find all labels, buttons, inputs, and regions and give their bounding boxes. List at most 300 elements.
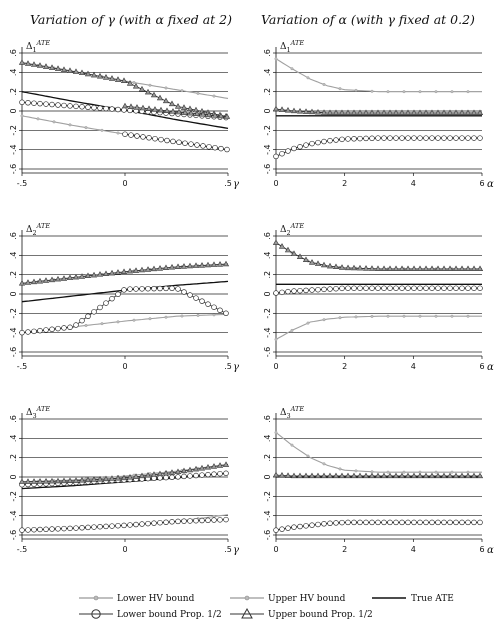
x-axis-symbol: γ (233, 545, 239, 556)
y-tick-label: .4 (9, 68, 18, 77)
y-tick-label: .6 (9, 232, 18, 240)
point-lower-bound-prop-1-2 (286, 149, 291, 154)
point-lower-bound-prop-1-2 (92, 525, 97, 530)
y-tick-label: .2 (263, 453, 272, 462)
point-lower-bound-prop-1-2 (286, 526, 291, 531)
y-tick-label: -.6 (9, 163, 18, 175)
y-tick-label: .6 (263, 232, 272, 240)
point-lower-bound-prop-1-2 (376, 136, 381, 141)
point-lower-bound-prop-1-2 (158, 520, 163, 525)
point-lower-bound-prop-1-2 (412, 520, 417, 525)
point-lower-bound-prop-1-2 (322, 521, 327, 526)
x-tick-label: 0 (122, 362, 128, 371)
y-tick-label: .6 (263, 415, 272, 423)
point-lower-hv-bound (355, 316, 358, 319)
column-title-alpha: Variation of α (with γ fixed at 0.2) (261, 12, 475, 27)
point-lower-bound-prop-1-2 (194, 473, 199, 478)
point-upper-bound-prop-1-2 (19, 60, 24, 65)
legend-marker-lower-hv (94, 596, 98, 600)
y-tick-label: -.4 (9, 510, 18, 521)
point-upper-bound-prop-1-2 (285, 247, 290, 252)
point-lower-bound-prop-1-2 (298, 144, 303, 149)
x-tick-label: 4 (410, 179, 416, 188)
point-lower-bound-prop-1-2 (158, 286, 163, 291)
point-lower-bound-prop-1-2 (86, 105, 91, 110)
point-lower-bound-prop-1-2 (86, 314, 91, 319)
panel-alpha-2 (263, 222, 494, 373)
point-lower-bound-prop-1-2 (218, 308, 223, 313)
point-lower-bound-prop-1-2 (56, 326, 61, 331)
point-lower-bound-prop-1-2 (334, 138, 339, 143)
point-lower-bound-prop-1-2 (388, 136, 393, 141)
point-lower-bound-prop-1-2 (424, 520, 429, 525)
point-lower-bound-prop-1-2 (20, 528, 25, 533)
y-tick-label: -.4 (263, 327, 272, 338)
point-lower-bound-prop-1-2 (68, 526, 73, 531)
point-lower-bound-prop-1-2 (206, 518, 211, 523)
point-lower-bound-prop-1-2 (454, 136, 459, 141)
point-lower-bound-prop-1-2 (50, 527, 55, 532)
point-upper-bound-prop-1-2 (273, 472, 278, 477)
panel-label: $\Delta_3^{ATE}$ (280, 405, 305, 420)
point-upper-hv-bound (451, 471, 454, 474)
point-upper-hv-bound (133, 81, 136, 84)
point-lower-bound-prop-1-2 (183, 141, 188, 146)
point-lower-bound-prop-1-2 (62, 526, 67, 531)
point-lower-bound-prop-1-2 (418, 286, 423, 291)
legend-label-upper-prop: Upper bound Prop. 1/2 (268, 610, 373, 620)
point-lower-bound-prop-1-2 (304, 523, 309, 528)
x-tick-label: 0 (273, 545, 279, 554)
point-lower-bound-prop-1-2 (212, 472, 217, 477)
point-lower-bound-prop-1-2 (418, 136, 423, 141)
point-lower-hv-bound (213, 314, 216, 317)
point-lower-bound-prop-1-2 (182, 519, 187, 524)
x-tick-label: .5 (224, 179, 232, 188)
point-lower-hv-bound (323, 318, 326, 321)
panel-alpha-3 (263, 405, 494, 556)
point-upper-bound-prop-1-2 (345, 473, 350, 478)
point-upper-hv-bound (355, 470, 358, 473)
point-lower-hv-bound (275, 338, 278, 341)
point-lower-bound-prop-1-2 (20, 100, 25, 105)
point-lower-hv-bound (291, 329, 294, 332)
point-lower-bound-prop-1-2 (406, 286, 411, 291)
point-lower-hv-bound (69, 124, 72, 127)
series-line-upper-hv-bound (276, 243, 482, 269)
point-lower-bound-prop-1-2 (280, 527, 285, 532)
point-upper-bound-prop-1-2 (405, 473, 410, 478)
point-lower-bound-prop-1-2 (442, 286, 447, 291)
point-lower-bound-prop-1-2 (388, 520, 393, 525)
y-tick-label: -.6 (263, 163, 272, 175)
point-lower-bound-prop-1-2 (56, 526, 61, 531)
point-lower-bound-prop-1-2 (80, 104, 85, 109)
point-lower-bound-prop-1-2 (50, 102, 55, 107)
point-lower-bound-prop-1-2 (182, 290, 187, 295)
point-upper-bound-prop-1-2 (369, 473, 374, 478)
series-line-upper-bound-prop-1-2 (276, 243, 482, 269)
point-lower-bound-prop-1-2 (466, 286, 471, 291)
point-upper-hv-bound (213, 95, 216, 98)
point-lower-bound-prop-1-2 (370, 136, 375, 141)
point-lower-bound-prop-1-2 (472, 136, 477, 141)
point-lower-hv-bound (181, 315, 184, 318)
point-lower-bound-prop-1-2 (74, 104, 79, 109)
point-lower-bound-prop-1-2 (195, 143, 200, 148)
y-tick-label: 0 (9, 474, 18, 480)
point-lower-bound-prop-1-2 (346, 137, 351, 142)
point-lower-hv-bound (403, 315, 406, 318)
point-lower-bound-prop-1-2 (382, 286, 387, 291)
point-lower-hv-bound (451, 315, 454, 318)
point-lower-bound-prop-1-2 (104, 301, 109, 306)
y-tick-label: -.4 (263, 144, 272, 155)
point-lower-bound-prop-1-2 (170, 519, 175, 524)
y-tick-label: .6 (9, 49, 18, 57)
series-line-upper-hv-bound (276, 59, 482, 92)
point-lower-bound-prop-1-2 (134, 522, 139, 527)
point-upper-bound-prop-1-2 (273, 240, 278, 245)
point-lower-bound-prop-1-2 (412, 136, 417, 141)
point-upper-hv-bound (275, 431, 278, 434)
point-lower-bound-prop-1-2 (280, 290, 285, 295)
y-tick-label: -.4 (9, 144, 18, 155)
panel-label: $\Delta_3^{ATE}$ (26, 405, 51, 420)
y-tick-label: .4 (263, 68, 272, 77)
point-upper-bound-prop-1-2 (321, 473, 326, 478)
point-lower-bound-prop-1-2 (56, 103, 61, 108)
point-lower-bound-prop-1-2 (394, 286, 399, 291)
point-lower-bound-prop-1-2 (400, 136, 405, 141)
x-axis-symbol: γ (233, 179, 239, 190)
point-upper-bound-prop-1-2 (477, 473, 482, 478)
point-lower-bound-prop-1-2 (212, 518, 217, 523)
point-lower-bound-prop-1-2 (364, 520, 369, 525)
point-lower-bound-prop-1-2 (322, 139, 327, 144)
point-lower-bound-prop-1-2 (298, 524, 303, 529)
point-lower-bound-prop-1-2 (92, 105, 97, 110)
point-lower-bound-prop-1-2 (394, 520, 399, 525)
point-lower-bound-prop-1-2 (448, 136, 453, 141)
point-lower-bound-prop-1-2 (207, 144, 212, 149)
point-lower-bound-prop-1-2 (158, 476, 163, 481)
x-tick-label: -.5 (16, 545, 28, 554)
point-lower-bound-prop-1-2 (194, 296, 199, 301)
point-upper-hv-bound (149, 84, 152, 87)
point-lower-bound-prop-1-2 (424, 136, 429, 141)
legend-marker-upper-hv (245, 596, 249, 600)
y-tick-label: -.4 (263, 510, 272, 521)
point-upper-hv-bound (451, 90, 454, 93)
point-lower-bound-prop-1-2 (316, 287, 321, 292)
point-upper-bound-prop-1-2 (423, 473, 428, 478)
point-lower-bound-prop-1-2 (472, 520, 477, 525)
y-tick-label: 0 (9, 291, 18, 297)
point-lower-bound-prop-1-2 (430, 520, 435, 525)
x-tick-label: -.5 (16, 179, 28, 188)
x-tick-label: -.5 (16, 362, 28, 371)
point-lower-bound-prop-1-2 (316, 522, 321, 527)
point-lower-bound-prop-1-2 (140, 286, 145, 291)
point-lower-bound-prop-1-2 (224, 517, 229, 522)
point-lower-bound-prop-1-2 (134, 287, 139, 292)
point-lower-bound-prop-1-2 (460, 286, 465, 291)
point-lower-bound-prop-1-2 (177, 140, 182, 145)
point-upper-bound-prop-1-2 (339, 473, 344, 478)
point-lower-bound-prop-1-2 (430, 286, 435, 291)
point-lower-hv-bound (85, 126, 88, 129)
point-lower-hv-bound (307, 322, 310, 325)
point-lower-bound-prop-1-2 (224, 311, 229, 316)
point-lower-bound-prop-1-2 (44, 102, 49, 107)
point-lower-bound-prop-1-2 (460, 520, 465, 525)
point-lower-bound-prop-1-2 (394, 136, 399, 141)
y-tick-label: -.2 (263, 491, 272, 502)
panel-gamma-3 (9, 405, 239, 556)
point-lower-bound-prop-1-2 (219, 146, 224, 151)
point-upper-bound-prop-1-2 (381, 473, 386, 478)
point-lower-hv-bound (117, 132, 120, 135)
point-lower-hv-bound (117, 321, 120, 324)
point-lower-bound-prop-1-2 (116, 292, 121, 297)
point-lower-bound-prop-1-2 (20, 330, 25, 335)
point-lower-bound-prop-1-2 (400, 286, 405, 291)
y-tick-label: -.2 (9, 308, 18, 319)
point-lower-bound-prop-1-2 (370, 520, 375, 525)
point-upper-hv-bound (323, 463, 326, 466)
point-lower-bound-prop-1-2 (364, 286, 369, 291)
point-upper-bound-prop-1-2 (417, 473, 422, 478)
point-lower-bound-prop-1-2 (424, 286, 429, 291)
point-lower-hv-bound (419, 315, 422, 318)
point-lower-bound-prop-1-2 (201, 144, 206, 149)
point-lower-bound-prop-1-2 (340, 286, 345, 291)
point-upper-hv-bound (307, 455, 310, 458)
panel-gamma-1 (9, 39, 239, 190)
x-tick-label: 0 (122, 179, 128, 188)
x-tick-label: .5 (224, 362, 232, 371)
x-axis-symbol: α (487, 545, 494, 556)
point-lower-bound-prop-1-2 (454, 520, 459, 525)
point-upper-bound-prop-1-2 (122, 103, 127, 108)
point-lower-bound-prop-1-2 (358, 286, 363, 291)
legend (79, 594, 454, 620)
point-upper-hv-bound (275, 58, 278, 61)
point-lower-bound-prop-1-2 (123, 132, 128, 137)
point-lower-bound-prop-1-2 (466, 520, 471, 525)
point-lower-bound-prop-1-2 (171, 139, 176, 144)
legend-label-lower-hv: Lower HV bound (117, 594, 195, 604)
y-tick-label: .2 (263, 87, 272, 96)
point-upper-bound-prop-1-2 (351, 473, 356, 478)
point-lower-bound-prop-1-2 (164, 520, 169, 525)
x-tick-label: 2 (342, 179, 348, 188)
series-line-lower-bound-prop-1-2 (22, 288, 228, 333)
point-lower-bound-prop-1-2 (116, 107, 121, 112)
point-lower-bound-prop-1-2 (38, 328, 43, 333)
point-lower-bound-prop-1-2 (98, 524, 103, 529)
point-lower-bound-prop-1-2 (225, 147, 230, 152)
point-lower-bound-prop-1-2 (159, 137, 164, 142)
y-tick-label: .2 (9, 270, 18, 279)
point-lower-bound-prop-1-2 (32, 101, 37, 106)
point-lower-hv-bound (467, 315, 470, 318)
point-lower-hv-bound (149, 317, 152, 320)
point-lower-bound-prop-1-2 (352, 136, 357, 141)
point-lower-bound-prop-1-2 (328, 138, 333, 143)
point-lower-bound-prop-1-2 (188, 519, 193, 524)
point-lower-bound-prop-1-2 (32, 527, 37, 532)
point-lower-bound-prop-1-2 (364, 136, 369, 141)
point-lower-bound-prop-1-2 (128, 287, 133, 292)
point-lower-bound-prop-1-2 (352, 286, 357, 291)
point-lower-bound-prop-1-2 (346, 520, 351, 525)
point-lower-bound-prop-1-2 (212, 305, 217, 310)
point-upper-hv-bound (165, 87, 168, 90)
point-lower-bound-prop-1-2 (141, 135, 146, 140)
point-lower-bound-prop-1-2 (224, 471, 229, 476)
point-lower-bound-prop-1-2 (346, 286, 351, 291)
point-upper-hv-bound (403, 90, 406, 93)
point-lower-bound-prop-1-2 (200, 518, 205, 523)
point-lower-bound-prop-1-2 (146, 521, 151, 526)
point-lower-bound-prop-1-2 (147, 135, 152, 140)
y-tick-label: .6 (263, 49, 272, 57)
point-upper-hv-bound (435, 471, 438, 474)
point-lower-bound-prop-1-2 (436, 136, 441, 141)
point-lower-bound-prop-1-2 (122, 108, 127, 113)
point-upper-hv-bound (387, 471, 390, 474)
point-lower-bound-prop-1-2 (26, 100, 31, 105)
point-lower-bound-prop-1-2 (442, 520, 447, 525)
panel-label: $\Delta_2^{ATE}$ (26, 222, 51, 237)
point-upper-bound-prop-1-2 (363, 473, 368, 478)
point-upper-hv-bound (371, 90, 374, 93)
point-lower-bound-prop-1-2 (376, 520, 381, 525)
point-lower-bound-prop-1-2 (110, 296, 115, 301)
point-lower-hv-bound (53, 121, 56, 124)
point-upper-bound-prop-1-2 (357, 473, 362, 478)
point-upper-hv-bound (435, 90, 438, 93)
point-lower-bound-prop-1-2 (206, 472, 211, 477)
y-tick-label: .6 (9, 415, 18, 423)
point-lower-bound-prop-1-2 (68, 325, 73, 330)
point-lower-bound-prop-1-2 (448, 520, 453, 525)
point-lower-bound-prop-1-2 (286, 289, 291, 294)
point-upper-hv-bound (307, 76, 310, 79)
point-lower-bound-prop-1-2 (38, 527, 43, 532)
point-lower-bound-prop-1-2 (164, 286, 169, 291)
point-upper-hv-bound (291, 67, 294, 70)
point-lower-bound-prop-1-2 (472, 286, 477, 291)
point-lower-bound-prop-1-2 (62, 103, 67, 108)
point-upper-bound-prop-1-2 (471, 473, 476, 478)
legend-label-upper-hv: Upper HV bound (268, 594, 346, 604)
point-lower-bound-prop-1-2 (430, 136, 435, 141)
y-tick-label: 0 (263, 474, 272, 480)
point-upper-bound-prop-1-2 (375, 473, 380, 478)
point-lower-bound-prop-1-2 (140, 522, 145, 527)
point-lower-bound-prop-1-2 (310, 288, 315, 293)
point-lower-bound-prop-1-2 (152, 286, 157, 291)
point-lower-bound-prop-1-2 (376, 286, 381, 291)
point-lower-bound-prop-1-2 (340, 520, 345, 525)
point-lower-bound-prop-1-2 (304, 143, 309, 148)
point-lower-bound-prop-1-2 (310, 141, 315, 146)
point-lower-hv-bound (197, 314, 200, 317)
point-upper-hv-bound (323, 83, 326, 86)
point-lower-bound-prop-1-2 (62, 326, 67, 331)
point-lower-bound-prop-1-2 (412, 286, 417, 291)
point-upper-bound-prop-1-2 (273, 106, 278, 111)
point-upper-bound-prop-1-2 (435, 473, 440, 478)
point-lower-bound-prop-1-2 (298, 288, 303, 293)
point-lower-bound-prop-1-2 (316, 140, 321, 145)
point-upper-bound-prop-1-2 (303, 473, 308, 478)
point-lower-bound-prop-1-2 (164, 475, 169, 480)
column-title-gamma: Variation of γ (with α fixed at 2) (30, 12, 232, 27)
point-upper-bound-prop-1-2 (315, 473, 320, 478)
point-lower-bound-prop-1-2 (182, 474, 187, 479)
point-lower-bound-prop-1-2 (86, 525, 91, 530)
x-axis-symbol: α (487, 362, 494, 373)
point-lower-bound-prop-1-2 (436, 286, 441, 291)
point-lower-hv-bound (133, 319, 136, 322)
point-lower-bound-prop-1-2 (128, 523, 133, 528)
point-lower-bound-prop-1-2 (292, 146, 297, 151)
point-lower-bound-prop-1-2 (460, 136, 465, 141)
point-lower-bound-prop-1-2 (80, 318, 85, 323)
point-upper-bound-prop-1-2 (393, 473, 398, 478)
y-tick-label: .2 (263, 270, 272, 279)
point-lower-bound-prop-1-2 (400, 520, 405, 525)
y-tick-label: -.6 (9, 346, 18, 358)
point-lower-bound-prop-1-2 (218, 517, 223, 522)
x-tick-label: 0 (122, 545, 128, 554)
point-upper-hv-bound (181, 89, 184, 92)
point-lower-bound-prop-1-2 (146, 286, 151, 291)
point-lower-bound-prop-1-2 (80, 525, 85, 530)
point-lower-bound-prop-1-2 (104, 524, 109, 529)
point-upper-bound-prop-1-2 (429, 473, 434, 478)
point-upper-hv-bound (339, 87, 342, 90)
point-lower-bound-prop-1-2 (213, 145, 218, 150)
point-upper-bound-prop-1-2 (387, 473, 392, 478)
point-lower-bound-prop-1-2 (200, 299, 205, 304)
point-upper-bound-prop-1-2 (453, 473, 458, 478)
point-upper-hv-bound (197, 92, 200, 95)
x-tick-label: .5 (224, 545, 232, 554)
point-lower-bound-prop-1-2 (153, 136, 158, 141)
x-tick-label: 6 (479, 545, 485, 554)
point-lower-bound-prop-1-2 (382, 520, 387, 525)
panel-gamma-2 (9, 222, 239, 373)
x-tick-label: 6 (479, 179, 485, 188)
point-lower-bound-prop-1-2 (280, 151, 285, 156)
point-lower-bound-prop-1-2 (98, 305, 103, 310)
point-lower-hv-bound (101, 129, 104, 132)
legend-label-true-ate: True ATE (411, 594, 454, 604)
y-tick-label: -.2 (263, 308, 272, 319)
y-tick-label: -.6 (263, 346, 272, 358)
point-upper-hv-bound (355, 89, 358, 92)
point-upper-bound-prop-1-2 (459, 473, 464, 478)
point-lower-bound-prop-1-2 (176, 474, 181, 479)
point-upper-bound-prop-1-2 (465, 473, 470, 478)
point-lower-bound-prop-1-2 (165, 138, 170, 143)
point-lower-bound-prop-1-2 (32, 329, 37, 334)
